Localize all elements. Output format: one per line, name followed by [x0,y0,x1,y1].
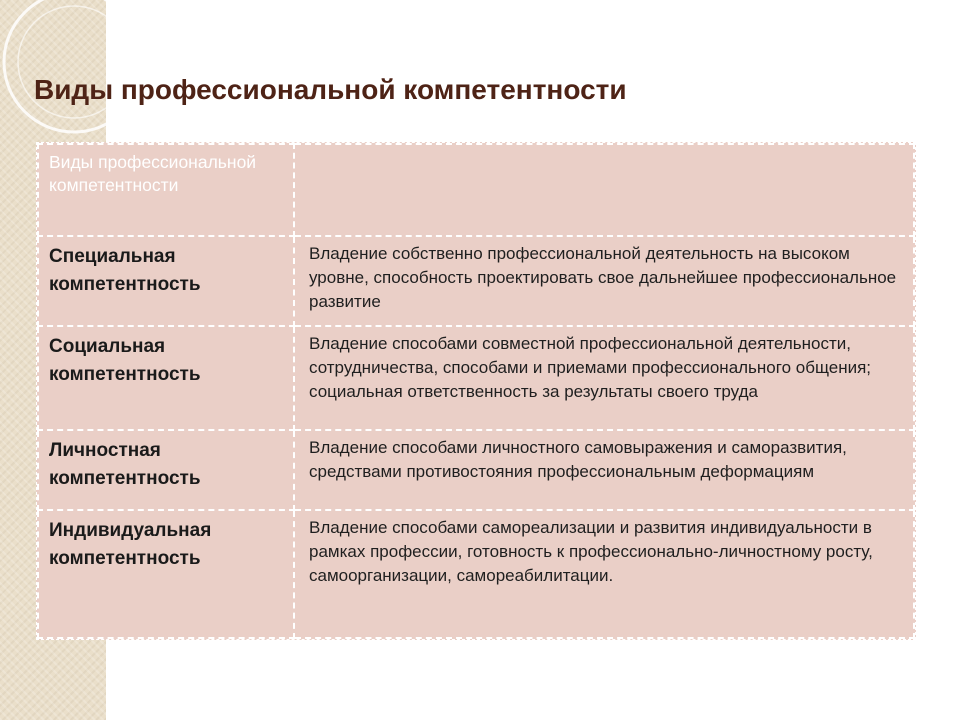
competence-kind: Личностная компетентность [38,430,294,510]
table-row [38,236,914,326]
competence-kind: Социальная компетентность [38,326,294,430]
table-row [38,430,914,510]
competence-kind: Индивидуальная компетентность [38,510,294,638]
slide-title: Виды профессиональной компетентности [34,74,627,105]
competence-description: Владение способами совместной профессиональной деятельности, сотрудничества, способами и приемами профессионального общения; социальная ответственность за результаты своего труда [294,326,914,430]
table-row [38,510,914,638]
competence-kind: Специальная компетентность [38,236,294,326]
header-cell-types: Виды профессиональной компетентности [38,144,294,236]
table-row [38,326,914,430]
competence-table [36,142,916,640]
competence-description: Владение собственно профессиональной деятельность на высоком уровне, способность проектировать свое дальнейшее профессиональное развитие [294,236,914,326]
competence-description: Владение способами самореализации и развития индивидуальности в рамках профессии, готовность к профессионально-личностному росту, самоорганизации, самореабилитации. [294,510,914,638]
header-cell-empty [294,144,914,236]
table-header-row [38,144,914,236]
competence-description: Владение способами личностного самовыражения и саморазвития, средствами противостояния профессиональным деформациям [294,430,914,510]
